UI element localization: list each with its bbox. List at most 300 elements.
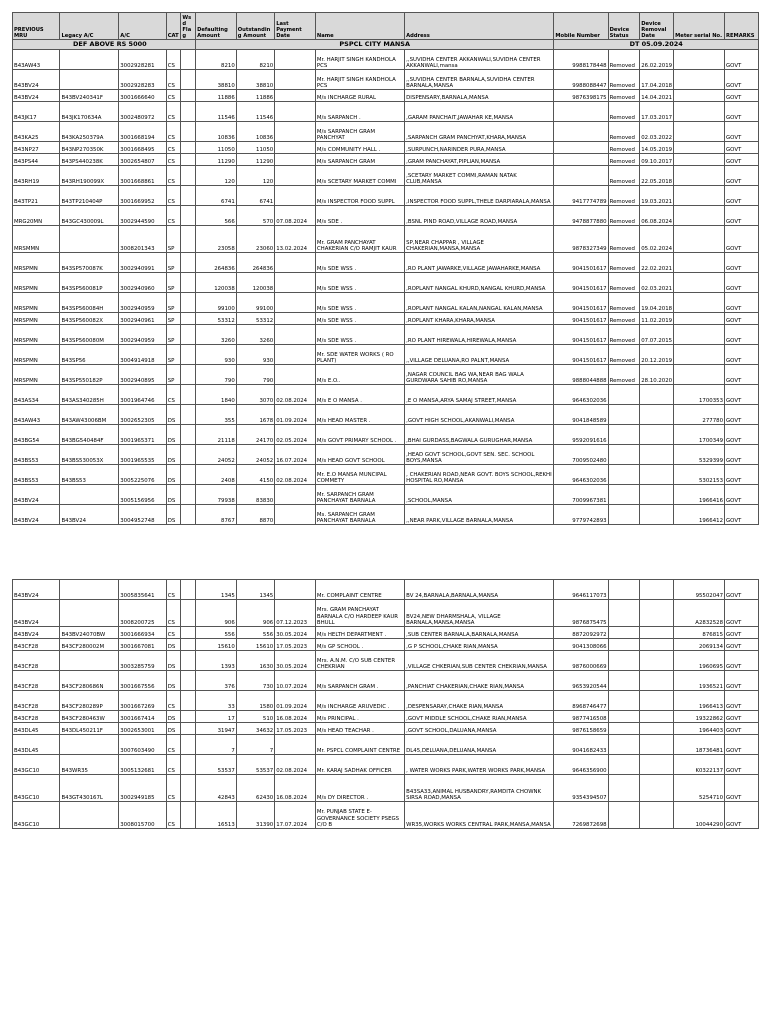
cell-name: Mr. PSPCL COMPLAINT CENTRE xyxy=(315,735,404,755)
cell-last-payment-date xyxy=(275,50,316,70)
cell-previous-mru: B43BV24 xyxy=(13,600,60,627)
cell-wsd-flag xyxy=(181,102,196,122)
cell-remarks: GOVT xyxy=(725,802,759,829)
cell-device-removal-date xyxy=(640,711,674,723)
table-row xyxy=(13,755,759,775)
cell-mobile-number: 9592091616 xyxy=(554,425,608,445)
cell-last-payment-date: 30.05.2024 xyxy=(275,651,316,671)
cell-previous-mru: B43JK17 xyxy=(13,102,60,122)
cell-device-status xyxy=(608,755,640,775)
cell-cat: DS xyxy=(166,711,181,723)
cell-remarks: GOVT xyxy=(725,186,759,206)
cell-defaulting-amount: 376 xyxy=(196,671,237,691)
cell-last-payment-date: 16.07.2024 xyxy=(275,445,316,465)
cell-wsd-flag xyxy=(181,425,196,445)
cell-meter-serial: 1936521 xyxy=(674,671,725,691)
cell-mobile-number xyxy=(554,525,608,580)
cell-address: ,SCHOOL,MANSA xyxy=(405,485,554,505)
cell-defaulting-amount: 3260 xyxy=(196,325,237,345)
cell-meter-serial xyxy=(674,525,725,580)
cell-device-status xyxy=(608,735,640,755)
cell-defaulting-amount: 42843 xyxy=(196,775,237,802)
cell-cat: CS xyxy=(166,70,181,90)
cell-last-payment-date xyxy=(275,313,316,325)
office-name: PSPCL CITY MANSA xyxy=(196,40,554,50)
cell-ac: 3001669952 xyxy=(119,186,166,206)
cell-ac: 3002480972 xyxy=(119,102,166,122)
cell-outstanding-amount: 38810 xyxy=(236,70,274,90)
cell-wsd-flag xyxy=(181,90,196,102)
table-row xyxy=(13,735,759,755)
cell-mobile-number: 9646302036 xyxy=(554,465,608,485)
table-row xyxy=(13,313,759,325)
cell-legacy-ac: B43BG540484F xyxy=(60,425,119,445)
cell-name: Mr. GRAM PANCHAYAT CHAKERIAN C/O RAMJIT KAUR xyxy=(315,226,404,253)
cell-wsd-flag xyxy=(181,755,196,775)
cell-device-removal-date xyxy=(640,485,674,505)
cell-device-status: Removed xyxy=(608,122,640,142)
cell-defaulting-amount: 24052 xyxy=(196,445,237,465)
cell-name: Mrs. GRAM PANCHAYAT BARNALA C/O HARDEEP KAUR BHULL xyxy=(315,600,404,627)
cell-device-removal-date: 07.07.2015 xyxy=(640,325,674,345)
cell-outstanding-amount: 53537 xyxy=(236,755,274,775)
cell-device-removal-date xyxy=(640,639,674,651)
cell-ac: 3001668495 xyxy=(119,142,166,154)
cell-legacy-ac: B43AW43006BM xyxy=(60,405,119,425)
cell-cat: DS xyxy=(166,723,181,735)
col-mobile-number: Mobile Number xyxy=(554,13,608,40)
col-legacy-ac: Legacy A/C xyxy=(60,13,119,40)
cell-wsd-flag xyxy=(181,273,196,293)
cell-address: BV24,NEW DHARMSHALA, VILLAGE BARNALA,MANSA,MANSA xyxy=(405,600,554,627)
cell-last-payment-date xyxy=(275,186,316,206)
table-row xyxy=(13,691,759,711)
cell-ac xyxy=(119,525,166,580)
cell-address: ,BHAI GURDASS,BAGWALA GURUGHAR,MANSA xyxy=(405,425,554,445)
cell-outstanding-amount: 11886 xyxy=(236,90,274,102)
cell-address: ,GOVT HIGH SCHOOL,AKANWALI,MANSA xyxy=(405,405,554,425)
cell-name: M/s SARPANCH . xyxy=(315,102,404,122)
cell-legacy-ac: B43SP560082X xyxy=(60,313,119,325)
cell-defaulting-amount: 120038 xyxy=(196,273,237,293)
cell-previous-mru: B43DL45 xyxy=(13,735,60,755)
cell-ac: 3002940895 xyxy=(119,365,166,385)
cell-device-removal-date: 02.03.2022 xyxy=(640,122,674,142)
cell-cat: CS xyxy=(166,755,181,775)
cell-defaulting-amount: 11546 xyxy=(196,102,237,122)
cell-defaulting-amount: 1840 xyxy=(196,385,237,405)
cell-device-status: Removed xyxy=(608,186,640,206)
cell-outstanding-amount: 730 xyxy=(236,671,274,691)
cell-remarks: GOVT xyxy=(725,226,759,253)
cell-last-payment-date xyxy=(275,253,316,273)
cell-ac: 3002940960 xyxy=(119,273,166,293)
cell-outstanding-amount: 1345 xyxy=(236,580,274,600)
cell-ac: 3001964746 xyxy=(119,385,166,405)
cell-name: M/s SARPANCH GRAM PANCHYAT xyxy=(315,122,404,142)
cell-wsd-flag xyxy=(181,325,196,345)
cell-device-status xyxy=(608,465,640,485)
cell-name: Mr. KARAJ SADHAK OFFICER xyxy=(315,755,404,775)
table-row xyxy=(13,775,759,802)
cell-ac: 3001668861 xyxy=(119,166,166,186)
cell-previous-mru: MRSMMN xyxy=(13,226,60,253)
cell-previous-mru: MRG20MN xyxy=(13,206,60,226)
cell-device-status: Removed xyxy=(608,206,640,226)
cell-address: DISPENSARY,BARNALA,MANSA xyxy=(405,90,554,102)
cell-name: M/s HEAD MASTER . xyxy=(315,405,404,425)
cell-address: ,ROPLANT NANGAL KALAN,NANGAL KALAN,MANSA xyxy=(405,293,554,313)
cell-cat: SP xyxy=(166,226,181,253)
cell-defaulting-amount: 17 xyxy=(196,711,237,723)
cell-meter-serial xyxy=(674,345,725,365)
cell-cat: CS xyxy=(166,142,181,154)
cell-previous-mru: B43TP21 xyxy=(13,186,60,206)
cell-defaulting-amount: 2408 xyxy=(196,465,237,485)
cell-address: ,VILLAGE CHKERIAN,SUB CENTER CHEKRIAN,MANSA xyxy=(405,651,554,671)
cell-defaulting-amount xyxy=(196,525,237,580)
cell-last-payment-date xyxy=(275,273,316,293)
cell-remarks: GOVT xyxy=(725,425,759,445)
cell-mobile-number: 9876000669 xyxy=(554,651,608,671)
cell-last-payment-date: 02.08.2024 xyxy=(275,755,316,775)
cell-previous-mru: MRSPMN xyxy=(13,325,60,345)
cell-name: M/s E.O.. xyxy=(315,365,404,385)
cell-legacy-ac: B43WR35 xyxy=(60,755,119,775)
cell-defaulting-amount: 16513 xyxy=(196,802,237,829)
cell-remarks: GOVT xyxy=(725,154,759,166)
cell-cat: CS xyxy=(166,186,181,206)
cell-name: M/s GP SCHOOL . xyxy=(315,639,404,651)
cell-wsd-flag xyxy=(181,600,196,627)
cell-device-removal-date xyxy=(640,465,674,485)
cell-device-removal-date xyxy=(640,580,674,600)
cell-name: Mr. HARJIT SINGH KANDHOLA PCS xyxy=(315,70,404,90)
cell-outstanding-amount: 1580 xyxy=(236,691,274,711)
cell-last-payment-date xyxy=(275,735,316,755)
cell-name: M/s SDE WSS . xyxy=(315,253,404,273)
cell-meter-serial: 1700349 xyxy=(674,425,725,445)
cell-mobile-number: 9876875475 xyxy=(554,600,608,627)
cell-name: M/s HEAD TEACHAR . xyxy=(315,723,404,735)
cell-meter-serial: 1966412 xyxy=(674,505,725,525)
cell-device-status xyxy=(608,600,640,627)
cell-cat: CS xyxy=(166,122,181,142)
cell-outstanding-amount: 8870 xyxy=(236,505,274,525)
cell-mobile-number: 9041501617 xyxy=(554,253,608,273)
cell-previous-mru: B43CF28 xyxy=(13,651,60,671)
header-row xyxy=(13,13,759,40)
cell-address: ,RO PLANT HIREWALA,HIREWALA,MANSA xyxy=(405,325,554,345)
cell-defaulting-amount: 790 xyxy=(196,365,237,385)
cell-meter-serial: 2069134 xyxy=(674,639,725,651)
cell-legacy-ac: B43BS530053X xyxy=(60,445,119,465)
cell-legacy-ac xyxy=(60,226,119,253)
table-row xyxy=(13,154,759,166)
cell-cat: CS xyxy=(166,166,181,186)
cell-device-status xyxy=(608,723,640,735)
cell-mobile-number: 9646356900 xyxy=(554,755,608,775)
cell-address: ,,NEAR PARK,VILLAGE BARNALA,MANSA xyxy=(405,505,554,525)
cell-defaulting-amount: 930 xyxy=(196,345,237,365)
cell-legacy-ac: B43SP560080M xyxy=(60,325,119,345)
cell-outstanding-amount: 11546 xyxy=(236,102,274,122)
cell-ac: 3001667269 xyxy=(119,691,166,711)
table-row xyxy=(13,122,759,142)
col-previous-mru: PREVIOUS MRU xyxy=(13,13,60,40)
cell-wsd-flag xyxy=(181,50,196,70)
cell-meter-serial: 5254710 xyxy=(674,775,725,802)
cell-previous-mru: MRSPMN xyxy=(13,365,60,385)
cell-mobile-number xyxy=(554,166,608,186)
cell-mobile-number: 9417774789 xyxy=(554,186,608,206)
cell-cat: CS xyxy=(166,691,181,711)
cell-meter-serial xyxy=(674,186,725,206)
cell-wsd-flag xyxy=(181,154,196,166)
cell-meter-serial: 876815 xyxy=(674,627,725,639)
cell-device-removal-date: 14.04.2021 xyxy=(640,90,674,102)
cell-previous-mru: B43GC10 xyxy=(13,775,60,802)
cell-defaulting-amount: 8210 xyxy=(196,50,237,70)
cell-last-payment-date xyxy=(275,90,316,102)
cell-meter-serial: 95502047 xyxy=(674,580,725,600)
cell-meter-serial: 5329399 xyxy=(674,445,725,465)
cell-remarks: GOVT xyxy=(725,445,759,465)
cell-ac: 3008015700 xyxy=(119,802,166,829)
table-row xyxy=(13,325,759,345)
cell-ac: 3007603490 xyxy=(119,735,166,755)
table-row xyxy=(13,639,759,651)
cell-meter-serial xyxy=(674,90,725,102)
cell-legacy-ac xyxy=(60,485,119,505)
cell-device-removal-date: 22.05.2018 xyxy=(640,166,674,186)
cell-meter-serial: 19322862 xyxy=(674,711,725,723)
cell-previous-mru: B43BV24 xyxy=(13,627,60,639)
cell-outstanding-amount: 4150 xyxy=(236,465,274,485)
blank-row xyxy=(13,525,759,580)
cell-address: ,NAGAR COUNCIL BAG WA,NEAR BAG WALA GURDWARA SAHIB RO,MANSA xyxy=(405,365,554,385)
cell-wsd-flag xyxy=(181,166,196,186)
cell-name xyxy=(315,525,404,580)
cell-device-status: Removed xyxy=(608,50,640,70)
cell-outstanding-amount: 510 xyxy=(236,711,274,723)
cell-mobile-number: 9779742893 xyxy=(554,505,608,525)
cell-meter-serial xyxy=(674,365,725,385)
cell-mobile-number: 9041501617 xyxy=(554,313,608,325)
cell-mobile-number: 9041501617 xyxy=(554,345,608,365)
cell-defaulting-amount: 38810 xyxy=(196,70,237,90)
cell-outstanding-amount: 3070 xyxy=(236,385,274,405)
cell-last-payment-date xyxy=(275,525,316,580)
cell-previous-mru: B43PS44 xyxy=(13,154,60,166)
cell-name: M/s SARPANCH GRAM xyxy=(315,154,404,166)
cell-meter-serial xyxy=(674,273,725,293)
cell-wsd-flag xyxy=(181,186,196,206)
cell-name: Mr. PUNJAB STATE E-GOVERNANCE SOCIETY PSEGS C/O B xyxy=(315,802,404,829)
cell-outstanding-amount: 556 xyxy=(236,627,274,639)
cell-mobile-number: 9988088447 xyxy=(554,70,608,90)
cell-device-status: Removed xyxy=(608,166,640,186)
cell-last-payment-date: 13.02.2024 xyxy=(275,226,316,253)
table-row xyxy=(13,723,759,735)
table-row xyxy=(13,293,759,313)
cell-legacy-ac xyxy=(60,580,119,600)
cell-wsd-flag xyxy=(181,206,196,226)
cell-meter-serial xyxy=(674,313,725,325)
cell-mobile-number: 9646117073 xyxy=(554,580,608,600)
cell-device-removal-date: 20.12.2019 xyxy=(640,345,674,365)
cell-address: BV 24,BARNALA,BARNALA,MANSA xyxy=(405,580,554,600)
cell-address: , WATER WORKS PARK,WATER WORKS PARK,MANSA xyxy=(405,755,554,775)
cell-device-removal-date: 22.02.2021 xyxy=(640,253,674,273)
table-row xyxy=(13,627,759,639)
cell-device-status: Removed xyxy=(608,345,640,365)
cell-device-removal-date xyxy=(640,525,674,580)
cell-device-status: Removed xyxy=(608,325,640,345)
cell-outstanding-amount: 24052 xyxy=(236,445,274,465)
cell-device-removal-date: 17.04.2018 xyxy=(640,70,674,90)
cell-mobile-number: 9878327349 xyxy=(554,226,608,253)
cell-meter-serial xyxy=(674,70,725,90)
cell-outstanding-amount: 11050 xyxy=(236,142,274,154)
cell-mobile-number: 7009502480 xyxy=(554,445,608,465)
cell-legacy-ac: B43AS340285H xyxy=(60,385,119,405)
cell-outstanding-amount: 1678 xyxy=(236,405,274,425)
cell-outstanding-amount: 23060 xyxy=(236,226,274,253)
cell-address: ,SUB CENTER BARNALA,BARNALA,MANSA xyxy=(405,627,554,639)
cell-device-status: Removed xyxy=(608,70,640,90)
cell-cat: DS xyxy=(166,445,181,465)
cell-defaulting-amount: 10836 xyxy=(196,122,237,142)
cell-meter-serial: 10044290 xyxy=(674,802,725,829)
cell-mobile-number: 9877416508 xyxy=(554,711,608,723)
cell-defaulting-amount: 264836 xyxy=(196,253,237,273)
cell-mobile-number: 9876158659 xyxy=(554,723,608,735)
col-ac: A/C xyxy=(119,13,166,40)
cell-defaulting-amount: 31947 xyxy=(196,723,237,735)
cell-address: ,GOVT MIDDLE SCHOOL,CHAKE RIAN,MANSA xyxy=(405,711,554,723)
cell-mobile-number xyxy=(554,142,608,154)
cell-meter-serial xyxy=(674,122,725,142)
cell-device-status xyxy=(608,711,640,723)
cell-outstanding-amount: 31390 xyxy=(236,802,274,829)
table-row xyxy=(13,711,759,723)
cell-name: M/s E O MANSA . xyxy=(315,385,404,405)
cell-address: ,ROPLANT NANGAL KHURD,NANGAL KHURD,MANSA xyxy=(405,273,554,293)
cell-cat: SP xyxy=(166,345,181,365)
table-row xyxy=(13,206,759,226)
cell-name: M/s SDE . xyxy=(315,206,404,226)
cell-device-status xyxy=(608,385,640,405)
cell-remarks: GOVT xyxy=(725,345,759,365)
cell-last-payment-date xyxy=(275,345,316,365)
cell-wsd-flag xyxy=(181,122,196,142)
cell-previous-mru: B43BV24 xyxy=(13,505,60,525)
cell-device-removal-date: 06.08.2024 xyxy=(640,206,674,226)
cell-device-status xyxy=(608,580,640,600)
cell-previous-mru: B43AW43 xyxy=(13,405,60,425)
cell-address: WR35,WORKS WORKS CENTRAL PARK,MANSA,MANSA xyxy=(405,802,554,829)
col-defaulting-amount: Defaulting Amount xyxy=(196,13,237,40)
cell-name: Mr. E.O MANSA MUNCIPAL COMMETY xyxy=(315,465,404,485)
cell-name: M/s SDE WSS . xyxy=(315,293,404,313)
cell-previous-mru: MRSPMN xyxy=(13,253,60,273)
cell-ac: 3001667414 xyxy=(119,711,166,723)
cell-mobile-number: 9888044888 xyxy=(554,365,608,385)
cell-device-status xyxy=(608,485,640,505)
table-row xyxy=(13,273,759,293)
cell-mobile-number: 9988178448 xyxy=(554,50,608,70)
cell-defaulting-amount: 21118 xyxy=(196,425,237,445)
cell-device-status: Removed xyxy=(608,313,640,325)
cell-defaulting-amount: 556 xyxy=(196,627,237,639)
cell-ac: 3005835641 xyxy=(119,580,166,600)
cell-previous-mru: B43AW43 xyxy=(13,50,60,70)
cell-legacy-ac: B43CF280686N xyxy=(60,671,119,691)
cell-outstanding-amount: 99100 xyxy=(236,293,274,313)
cell-outstanding-amount: 906 xyxy=(236,600,274,627)
cell-name: M/s DY DIRECTOR . xyxy=(315,775,404,802)
cell-remarks: GOVT xyxy=(725,102,759,122)
cell-legacy-ac: B43SP570087K xyxy=(60,253,119,273)
table-row xyxy=(13,345,759,365)
cell-remarks: GOVT xyxy=(725,775,759,802)
cell-previous-mru: B43CF28 xyxy=(13,691,60,711)
cell-name: M/s HELTH DEPARTMENT . xyxy=(315,627,404,639)
cell-outstanding-amount: 8210 xyxy=(236,50,274,70)
cell-address: ,HEAD GOVT SCHOOL,GOVT SEN. SEC. SCHOOL BOYS,MANSA xyxy=(405,445,554,465)
cell-address: ,,VILLAGE DELUANA,RO PALNT,MANSA xyxy=(405,345,554,365)
cell-device-status: Removed xyxy=(608,365,640,385)
cell-meter-serial xyxy=(674,142,725,154)
cell-previous-mru: B43BS53 xyxy=(13,465,60,485)
cell-legacy-ac: B43BV24 xyxy=(60,505,119,525)
cell-outstanding-amount: 34632 xyxy=(236,723,274,735)
cell-last-payment-date: 02.08.2024 xyxy=(275,465,316,485)
cell-device-removal-date: 17.03.2017 xyxy=(640,102,674,122)
cell-previous-mru: B43GC10 xyxy=(13,802,60,829)
cell-address: ,SARPANCH GRAM PANCHYAT,KHARA,MANSA xyxy=(405,122,554,142)
cell-cat: DS xyxy=(166,485,181,505)
cell-name: M/s SCETARY MARKET COMMI xyxy=(315,166,404,186)
cell-wsd-flag xyxy=(181,253,196,273)
cell-meter-serial xyxy=(674,154,725,166)
title-row xyxy=(13,40,759,50)
cell-defaulting-amount: 11290 xyxy=(196,154,237,166)
cell-previous-mru xyxy=(13,525,60,580)
cell-device-status: Removed xyxy=(608,142,640,154)
cell-legacy-ac: B43BV24070BW xyxy=(60,627,119,639)
cell-cat: CS xyxy=(166,627,181,639)
cell-cat: DS xyxy=(166,505,181,525)
cell-mobile-number: 7009967381 xyxy=(554,485,608,505)
cell-meter-serial xyxy=(674,206,725,226)
cell-previous-mru: B43BS53 xyxy=(13,445,60,465)
cell-last-payment-date xyxy=(275,325,316,345)
table-row xyxy=(13,90,759,102)
cell-remarks: GOVT xyxy=(725,313,759,325)
cell-ac: 3002940961 xyxy=(119,313,166,325)
cell-device-status xyxy=(608,639,640,651)
cell-meter-serial xyxy=(674,226,725,253)
table-row xyxy=(13,385,759,405)
cell-cat: CS xyxy=(166,802,181,829)
cell-mobile-number: 8968746477 xyxy=(554,691,608,711)
cell-remarks: GOVT xyxy=(725,166,759,186)
cell-defaulting-amount: 8767 xyxy=(196,505,237,525)
col-name: Name xyxy=(315,13,404,40)
cell-wsd-flag xyxy=(181,385,196,405)
